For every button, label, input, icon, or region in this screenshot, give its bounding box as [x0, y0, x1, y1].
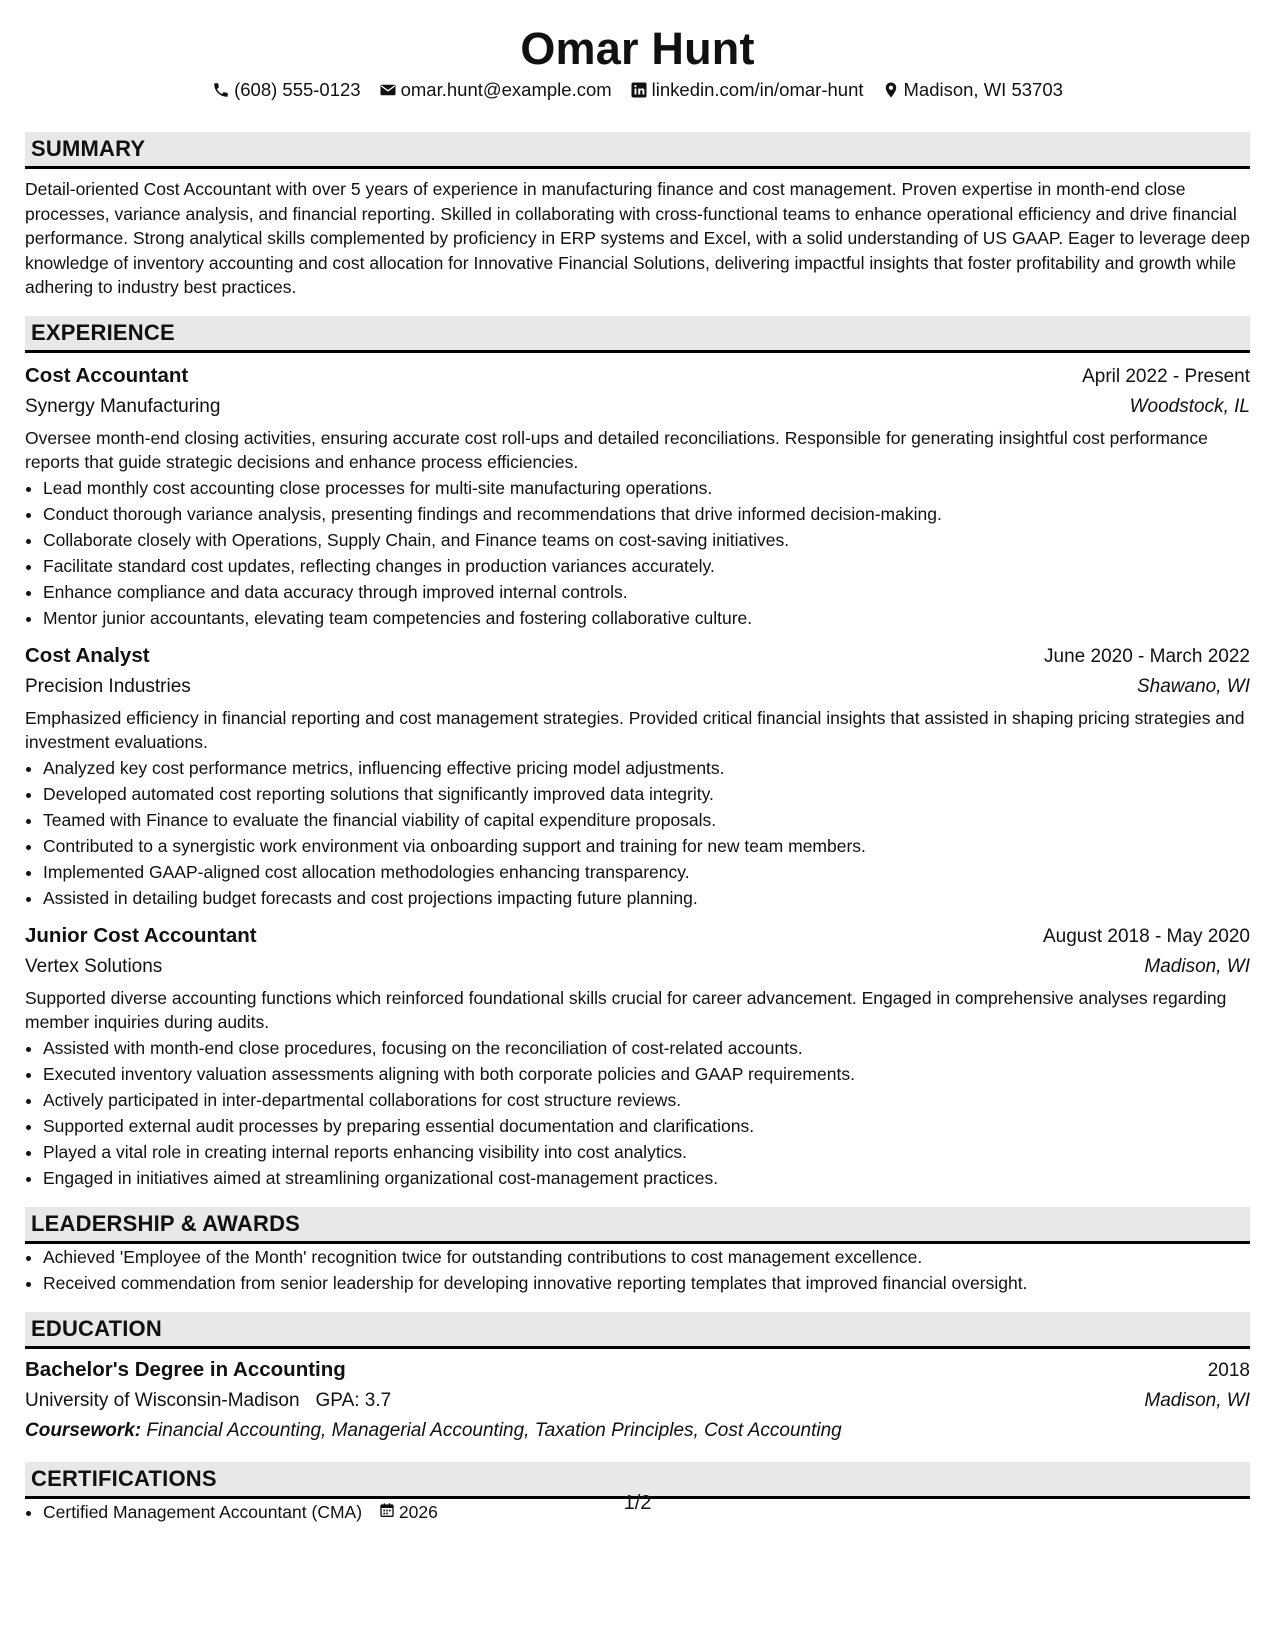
summary-text: Detail-oriented Cost Accountant with over 5 years of experience in manufacturing finance and cost management. Proven expertise in month-end close processes, variance analysis, and financial reporting. Skilled in collaborating with cross-functional teams to enhance operational efficiency and drive financial performance. Strong analytical skills complemented by proficiency in ERP systems and Excel, with a solid understanding of US GAAP. Eager to leverage deep knowledge of inventory accounting and cost allocation for Innovative Financial Solutions, delivering impactful insights that foster profitability and growth while adhering to industry best practices.	[25, 179, 1250, 297]
list-item: • Contributed to a synergistic work environment via onboarding support and training for new team members.	[43, 833, 1250, 859]
list-item: • Teamed with Finance to evaluate the financial viability of capital expenditure proposals.	[43, 807, 1250, 833]
candidate-name: Omar Hunt	[520, 23, 755, 74]
job-description: Emphasized efficiency in financial reporting and cost management strategies. Provided critical financial insights that assisted in shaping pricing strategies and investment evaluations.	[25, 707, 1245, 752]
location-text: Madison, WI 53703	[903, 79, 1063, 100]
school-location: Madison, WI	[1144, 1389, 1250, 1411]
job-company: Synergy Manufacturing	[25, 395, 221, 417]
awards-heading: LEADERSHIP & AWARDS	[25, 1207, 1250, 1244]
awards-list	[25, 1244, 1250, 1296]
job-dates: April 2022 - Present	[1082, 365, 1250, 387]
list-item: • Supported external audit processes by preparing essential documentation and clarifications.	[43, 1113, 1250, 1139]
education-entry	[25, 1355, 1250, 1446]
list-item: • Achieved 'Employee of the Month' recognition twice for outstanding contributions to cost management excellence.	[43, 1244, 1250, 1270]
certifications-heading: CERTIFICATIONS	[25, 1462, 1250, 1499]
job-dates: August 2018 - May 2020	[1042, 925, 1250, 947]
job-bullets	[25, 475, 1250, 631]
coursework-list: Financial Accounting, Managerial Accounting, Taxation Principles, Cost Accounting	[146, 1419, 842, 1441]
linkedin-link[interactable]: linkedin.com/in/omar-hunt	[651, 79, 864, 100]
coursework	[25, 1416, 1250, 1446]
job-bullets	[25, 755, 1250, 911]
job-location: Shawano, WI	[1137, 675, 1250, 697]
job-description: Oversee month-end closing activities, ensuring accurate cost roll-ups and detailed reconciliations. Responsible for generating insightful cost performance reports that guide strategic decisions and enhance process efficiencies.	[25, 427, 1208, 472]
job-title: Cost Accountant	[25, 363, 189, 387]
list-item: • Engaged in initiatives aimed at streamlining organizational cost-management practices.	[43, 1165, 1250, 1191]
linkedin-icon	[630, 81, 648, 99]
job-entry	[25, 921, 1250, 1191]
graduation-year: 2018	[1207, 1359, 1250, 1381]
contact-email[interactable]	[379, 79, 612, 101]
list-item: • Enhance compliance and data accuracy through improved internal controls.	[43, 579, 1250, 605]
experience-heading: EXPERIENCE	[25, 316, 1250, 353]
gpa: GPA: 3.7	[315, 1389, 392, 1411]
coursework-label: Coursework:	[25, 1419, 142, 1441]
certification-name: Certified Management Accountant (CMA)	[43, 1501, 363, 1522]
list-item: • Mentor junior accountants, elevating team competencies and fostering collaborative culture.	[43, 605, 1250, 631]
job-location: Woodstock, IL	[1129, 395, 1250, 417]
school-line	[25, 1386, 391, 1416]
map-pin-icon	[882, 81, 900, 99]
job-location: Madison, WI	[1144, 955, 1250, 977]
summary-heading: SUMMARY	[25, 132, 1250, 169]
page-number: 1/2	[623, 1492, 652, 1514]
job-dates: June 2020 - March 2022	[1044, 645, 1250, 667]
job-title: Cost Analyst	[25, 643, 150, 667]
phone-text: (608) 555-0123	[234, 79, 361, 100]
job-company: Vertex Solutions	[25, 955, 163, 977]
list-item: • Executed inventory valuation assessments aligning with both corporate policies and GAAP requirements.	[43, 1061, 1250, 1087]
job-bullets	[25, 1035, 1250, 1191]
list-item: • Collaborate closely with Operations, Supply Chain, and Finance teams on cost-saving initiatives.	[43, 527, 1250, 553]
degree-title: Bachelor's Degree in Accounting	[25, 1357, 346, 1381]
job-title: Junior Cost Accountant	[25, 923, 257, 947]
job-entry	[25, 361, 1250, 631]
list-item: • Lead monthly cost accounting close processes for multi-site manufacturing operations.	[43, 475, 1250, 501]
contact-phone	[212, 79, 361, 101]
list-item: • Developed automated cost reporting solutions that significantly improved data integrity.	[43, 781, 1250, 807]
list-item: • Received commendation from senior leadership for developing innovative reporting templates that improved financial oversight.	[43, 1270, 1250, 1296]
list-item: • Played a vital role in creating internal reports enhancing visibility into cost analytics.	[43, 1139, 1250, 1165]
contact-linkedin[interactable]	[630, 79, 864, 101]
school-name: University of Wisconsin-Madison	[25, 1389, 300, 1411]
list-item: • Facilitate standard cost updates, reflecting changes in production variances accurately.	[43, 553, 1250, 579]
education-heading: EDUCATION	[25, 1312, 1250, 1349]
list-item: • Assisted with month-end close procedures, focusing on the reconciliation of cost-related accounts.	[43, 1035, 1250, 1061]
certification-year: 2026	[398, 1501, 438, 1522]
job-entry	[25, 641, 1250, 911]
list-item: • Actively participated in inter-departmental collaborations for cost structure reviews.	[43, 1087, 1250, 1113]
contact-location	[882, 79, 1063, 101]
phone-icon	[212, 81, 230, 99]
job-company: Precision Industries	[25, 675, 191, 697]
email-link[interactable]: omar.hunt@example.com	[400, 79, 612, 100]
job-description: Supported diverse accounting functions which reinforced foundational skills crucial for career advancement. Engaged in comprehensive analyses regarding member inquiries during audits.	[25, 987, 1227, 1032]
list-item: • Implemented GAAP-aligned cost allocation methodologies enhancing transparency.	[43, 859, 1250, 885]
contact-bar	[25, 78, 1250, 102]
envelope-icon	[379, 81, 397, 99]
resume-page	[25, 22, 1250, 1525]
list-item: • Analyzed key cost performance metrics, influencing effective pricing model adjustments.	[43, 755, 1250, 781]
list-item: • Conduct thorough variance analysis, presenting findings and recommendations that drive informed decision-making.	[43, 501, 1250, 527]
list-item: • Assisted in detailing budget forecasts and cost projections impacting future planning.	[43, 885, 1250, 911]
